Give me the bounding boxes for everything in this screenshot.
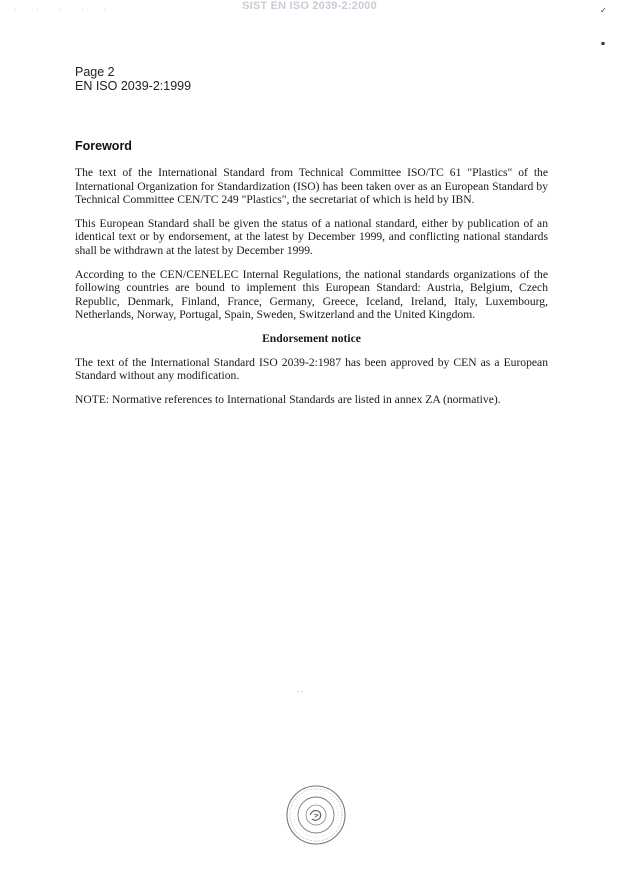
page-number: Page 2: [75, 65, 115, 79]
watermark: SIST EN ISO 2039-2:2000: [242, 0, 377, 12]
official-stamp-seal-icon: [285, 784, 347, 846]
foreword-paragraph-1: The text of the International Standard from Technical Committee ISO/TC 61 "Plastics" of the International Organization for Standardization (ISO) has been taken over as an European Standard by Technical Committee CEN/TC 249 "Plastics", the secretariat of which is held by IBN.: [75, 166, 548, 207]
corner-mark-top-right: ✓: [600, 6, 607, 15]
endorsement-paragraph-1: The text of the International Standard ISO 2039-2:1987 has been approved by CEN as a European Standard without any modification.: [75, 355, 548, 383]
endorsement-paragraph-2: NOTE: Normative references to International Standards are listed in annex ZA (normative).: [75, 392, 501, 406]
document-body: [75, 166, 548, 416]
foreword-paragraph-3: According to the CEN/CENELEC Internal Regulations, the national standards organizations of the following countries are bound to implement this European Standard: Austria, Belgium, Czech Republic, Denmark, Finland, France, Germany, Greece, Iceland, Ireland, Italy, Luxembourg, Netherlands, Norway, Portugal, Spain, Sweden, Switzerland and the United Kingdom.: [75, 267, 548, 322]
endorsement-heading: Endorsement notice: [262, 331, 361, 345]
page-header: [75, 65, 191, 93]
scan-speck-mid: · ·: [297, 688, 304, 696]
standard-number: EN ISO 2039-2:1999: [75, 79, 192, 93]
foreword-paragraph-2: This European Standard shall be given the status of a national standard, either by publication of an identical text or by endorsement, at the latest by December 1999, and conflicting national standards shall be withdrawn at the latest by December 1999.: [75, 216, 548, 257]
scan-specks: · · · · ·: [14, 6, 116, 14]
corner-mark-right: ▪: [601, 40, 606, 47]
foreword-heading: Foreword: [75, 139, 132, 153]
